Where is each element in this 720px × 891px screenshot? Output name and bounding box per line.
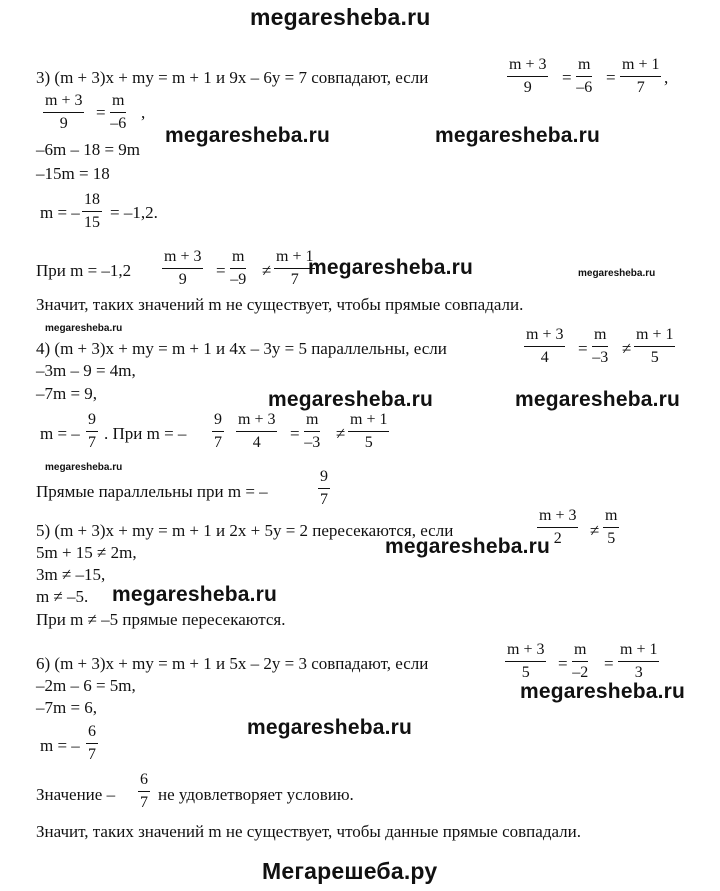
body-watermark: megaresheba.ru	[520, 680, 686, 703]
p3-check-fraction-1: m + 3 9	[164, 248, 202, 288]
p4-statement: 4) (m + 3)x + my = m + 1 и 4x – 3y = 5 параллельны, если	[36, 339, 447, 358]
p6-eq: =	[558, 654, 568, 673]
body-watermark-small: megaresheba.ru	[578, 268, 656, 279]
body-watermark: megaresheba.ru	[268, 388, 434, 411]
p5-step-3: m ≠ –5.	[36, 587, 89, 606]
p4-check-fraction-1: m + 3 4	[238, 411, 276, 451]
p4-step-2: –7m = 9,	[36, 384, 98, 403]
body-watermark: megaresheba.ru	[112, 583, 278, 606]
p5-fraction-2: m 5	[605, 507, 618, 547]
p3-step-2: –15m = 18	[36, 164, 110, 183]
body-watermark-small: megaresheba.ru	[45, 323, 123, 334]
footer-watermark: Мегарешеба.ру	[262, 858, 438, 884]
p5-neq: ≠	[590, 521, 600, 540]
p5-step-2: 3m ≠ –15,	[36, 565, 106, 584]
p6-step-3-pre: m = –	[40, 736, 80, 755]
p6-eq: =	[604, 654, 614, 673]
body-watermark: megaresheba.ru	[247, 716, 413, 739]
p4-step-3-fraction: 9 7	[88, 411, 96, 451]
p3-line2-eq: =	[96, 103, 106, 122]
p4-conclusion-fraction: 9 7	[320, 468, 328, 508]
p6-step-3-fraction: 6 7	[88, 723, 96, 763]
p4-check-neq: ≠	[336, 424, 346, 443]
p3-check-neq: ≠	[262, 261, 272, 280]
body-watermark: megaresheba.ru	[435, 124, 601, 147]
p3-eq: =	[606, 68, 616, 87]
p3-check-eq: =	[216, 261, 226, 280]
p6-value-fraction: 6 7	[140, 771, 148, 811]
p6-step-2: –7m = 6,	[36, 698, 98, 717]
p3-step-3-post: = –1,2.	[110, 203, 158, 222]
p4-fraction-3: m + 1 5	[636, 326, 674, 366]
p6-fraction-3: m + 1 3	[620, 641, 658, 681]
p3-fraction-3: m + 1 7	[622, 56, 660, 96]
p4-neq: ≠	[622, 339, 632, 358]
p4-check-fraction-3: m + 1 5	[350, 411, 388, 451]
header-watermark: megaresheba.ru	[250, 4, 431, 30]
p3-check-pre: При m = –1,2	[36, 261, 132, 280]
body-watermark: megaresheba.ru	[165, 124, 331, 147]
p5-statement: 5) (m + 3)x + my = m + 1 и 2x + 5y = 2 пересекаются, если	[36, 521, 454, 540]
p3-step-3-pre: m = –	[40, 203, 80, 222]
p4-check-eq: =	[290, 424, 300, 443]
p3-line2-fraction-2: m –6	[110, 92, 127, 132]
p4-fraction-1: m + 3 4	[526, 326, 564, 366]
p5-conclusion: При m ≠ –5 прямые пересекаются.	[36, 610, 286, 629]
body-watermark: megaresheba.ru	[515, 388, 681, 411]
p6-fraction-1: m + 3 5	[507, 641, 545, 681]
p3-step-3-fraction: 18 15	[84, 191, 100, 231]
p3-statement: 3) (m + 3)x + my = m + 1 и 9x – 6y = 7 совпадают, если	[36, 68, 429, 87]
p3-check-fraction-3: m + 1 7	[276, 248, 314, 288]
p4-fraction-2: m –3	[592, 326, 609, 366]
p6-conclusion: Значит, таких значений m не существует, чтобы данные прямые совпадали.	[36, 822, 581, 841]
p4-step-3-pre: m = –	[40, 424, 80, 443]
p3-fraction-1: m + 3 9	[509, 56, 547, 96]
p3-line2-comma: ,	[141, 103, 146, 122]
p3-fraction-2: m –6	[576, 56, 593, 96]
p6-fraction-2: m –2	[572, 641, 589, 681]
p6-value-pre: Значение –	[36, 785, 116, 804]
p3-conclusion: Значит, таких значений m не существует, чтобы прямые совпадали.	[36, 295, 524, 314]
p3-eq: =	[562, 68, 572, 87]
p3-comma: ,	[664, 68, 669, 87]
p3-step-1: –6m – 18 = 9m	[36, 140, 141, 159]
p5-fraction-1: m + 3 2	[539, 507, 577, 547]
p4-check-fraction-0: 9 7	[214, 411, 222, 451]
p3-line2-fraction-1: m + 3 9	[45, 92, 83, 132]
p3-check-fraction-2: m –9	[230, 248, 247, 288]
p4-step-1: –3m – 9 = 4m,	[36, 361, 136, 380]
p6-statement: 6) (m + 3)x + my = m + 1 и 5x – 2y = 3 совпадают, если	[36, 654, 429, 673]
p6-step-1: –2m – 6 = 5m,	[36, 676, 136, 695]
body-watermark: megaresheba.ru	[308, 256, 474, 279]
p4-eq: =	[578, 339, 588, 358]
p4-conclusion-pre: Прямые параллельны при m = –	[36, 482, 268, 501]
p5-step-1: 5m + 15 ≠ 2m,	[36, 543, 137, 562]
p6-value-post: не удовлетворяет условию.	[158, 785, 354, 804]
p4-step-3-mid: . При m = –	[104, 424, 187, 443]
p4-check-fraction-2: m –3	[304, 411, 321, 451]
body-watermark-small: megaresheba.ru	[45, 462, 123, 473]
body-watermark: megaresheba.ru	[385, 535, 551, 558]
